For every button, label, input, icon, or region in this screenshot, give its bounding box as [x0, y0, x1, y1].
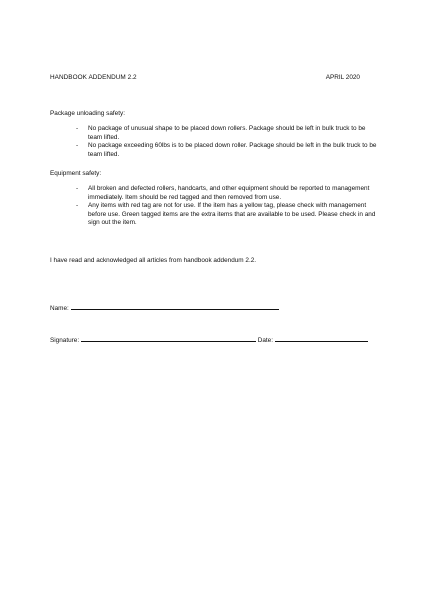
list-item-text: Any items with red tag are not for use. If the item has a yellow tag, please check with management before use. Green tagged items are the extra items that are available to be used. Please check in and sign out the item. — [88, 202, 376, 227]
list-item-text: All broken and defected rollers, handcarts, and other equipment should be reported to management immediately. Item should be red tagged and then removed from use. — [88, 185, 370, 201]
signature-label: Signature: — [50, 337, 80, 344]
signature-line[interactable] — [81, 334, 256, 342]
date-label: Date: — [257, 337, 273, 344]
list-item — [50, 125, 380, 142]
document-date: APRIL 2020 — [325, 74, 360, 81]
list-item-text: No package of unusual shape to be placed down rollers. Package should be left in bulk truck to be team lifted. — [88, 125, 366, 141]
equipment-safety-list — [50, 185, 380, 228]
signature-field-row — [50, 334, 368, 346]
bullet-dash: - — [76, 125, 79, 132]
name-signature-line[interactable] — [71, 302, 279, 310]
name-field-row — [50, 302, 279, 314]
list-item — [50, 142, 380, 159]
date-line[interactable] — [275, 334, 368, 342]
list-item — [50, 185, 380, 202]
list-item — [50, 202, 380, 228]
document-header — [50, 74, 360, 84]
name-label: Name: — [50, 305, 69, 312]
section-title-equipment-safety: Equipment safety: — [50, 170, 102, 177]
bullet-dash: - — [76, 142, 79, 150]
section-title-package-unloading: Package unloading safety: — [50, 110, 125, 117]
bullet-dash: - — [76, 185, 79, 192]
bullet-dash: - — [76, 202, 79, 210]
package-unloading-list — [50, 125, 380, 159]
document-title: HANDBOOK ADDENDUM 2.2 — [50, 74, 137, 81]
acknowledgement-statement: I have read and acknowledged all articles from handbook addendum 2.2. — [50, 257, 257, 264]
list-item-text: No package exceeding 60lbs is to be placed down roller. Package should be left in the bulk truck to be team lifted. — [88, 142, 377, 158]
